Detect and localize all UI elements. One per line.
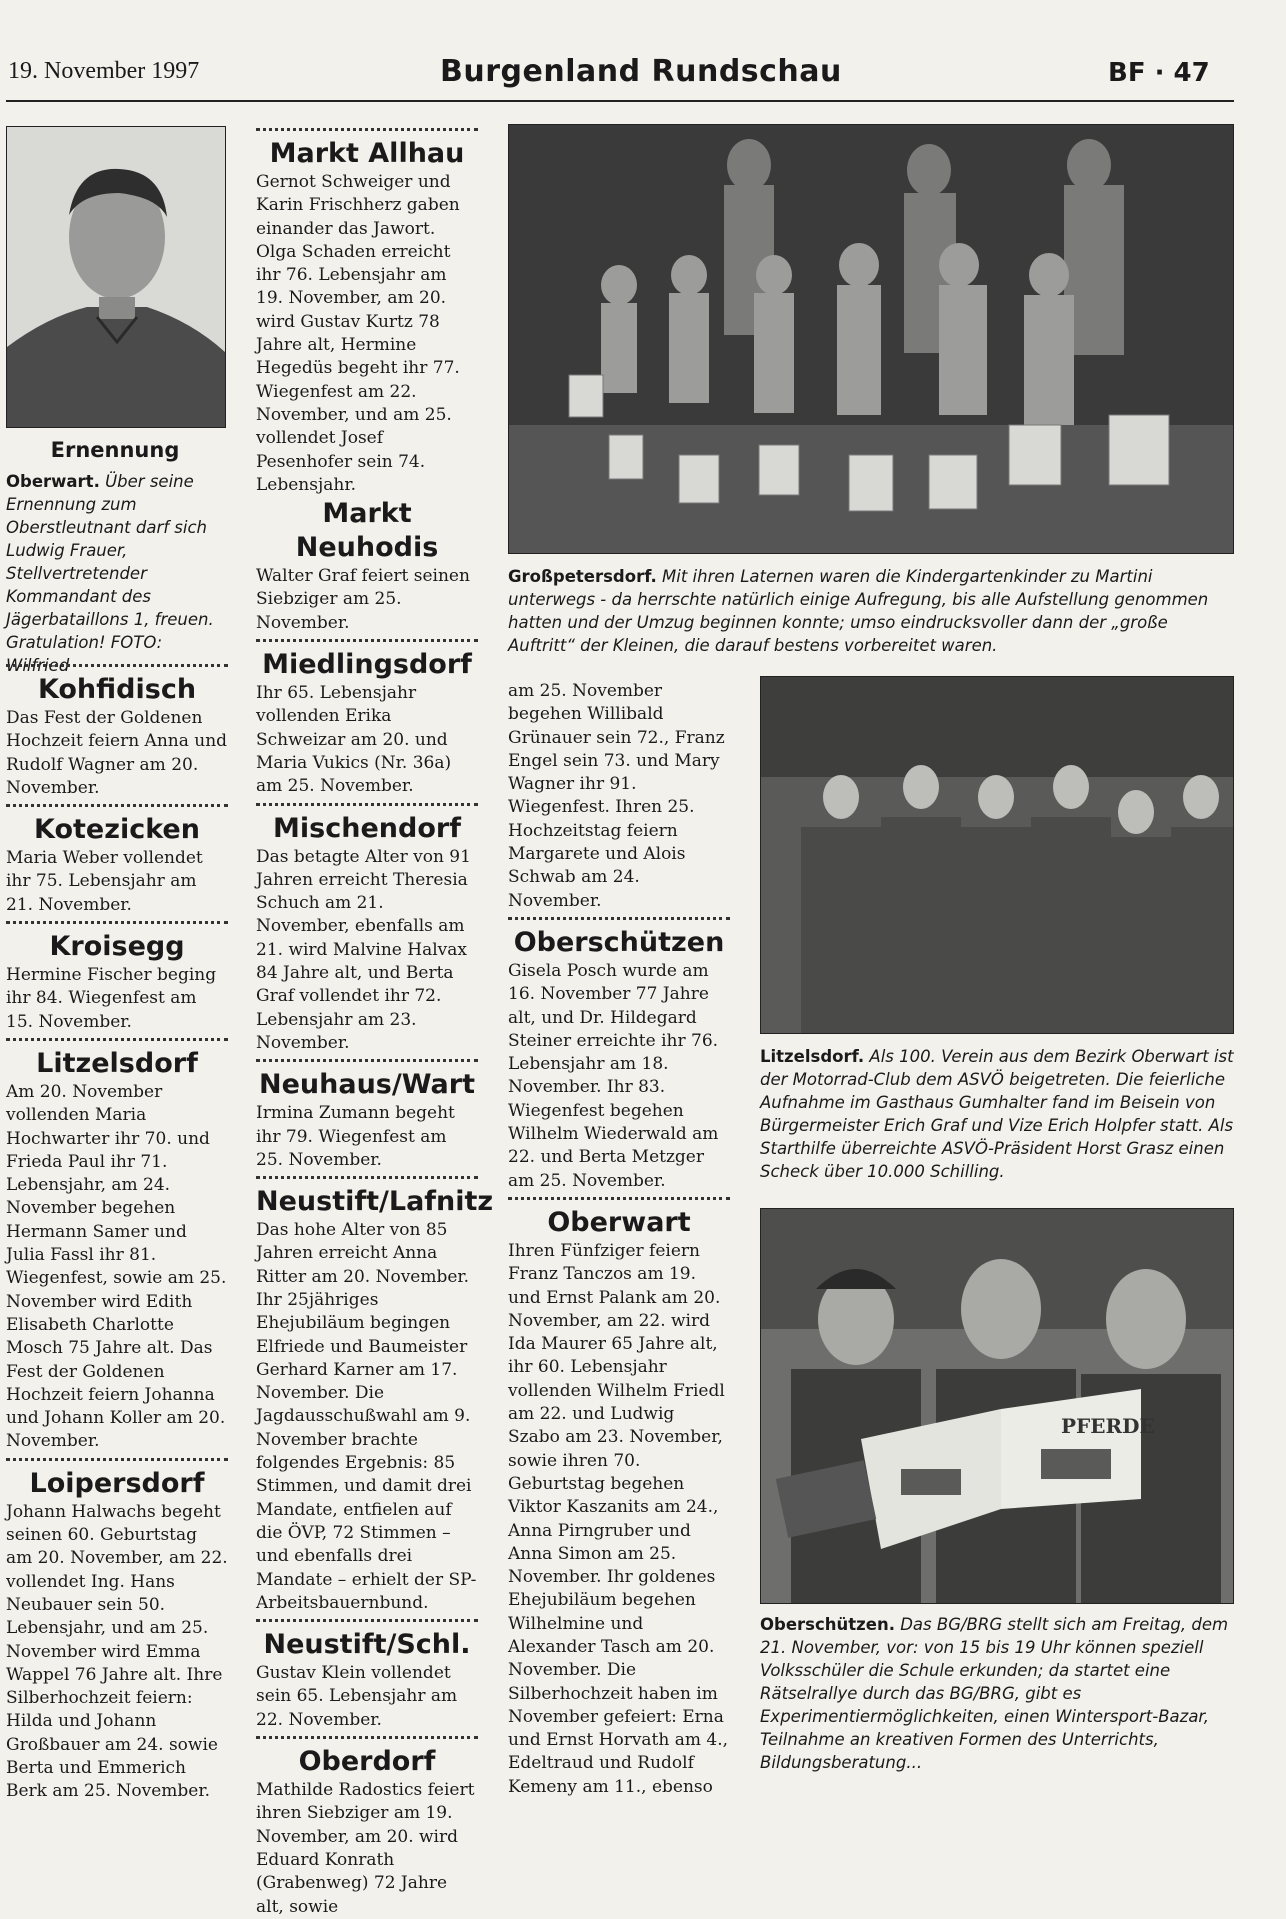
section-text: Johann Halwachs begeht seinen 60. Geburtstag am 20. November, am 22. vollendet Ing. Hans Neubauer sein 50. Lebensjahr, und am 25. November wird Emma Wappel 76 Jahre alt. Ihre Silberhochzeit feiern: Hilda und Johann Großbauer am 24. sowie Berta und Emmerich Berk am 25. November. xyxy=(6,1501,228,1802)
section-title: Mischendorf xyxy=(273,812,461,844)
portrait-caption-place: Oberwart. xyxy=(6,472,100,491)
dotted-divider xyxy=(6,664,228,667)
dotted-divider xyxy=(6,1458,228,1461)
section-title: Kroisegg xyxy=(49,931,185,963)
section-title: Markt Neuhodis xyxy=(295,498,439,564)
issue-date: 19. November 1997 xyxy=(8,58,200,84)
section-text: Ihr 65. Lebensjahr vollenden Erika Schweizar am 20. und Maria Vukics (Nr. 36a) am 25. November. xyxy=(256,683,452,797)
section-loipersdorf xyxy=(6,1458,228,1804)
portrait-illustration xyxy=(7,127,225,427)
section-title: Kotezicken xyxy=(34,814,200,846)
dotted-divider xyxy=(256,1736,478,1739)
section-miedlingsdorf xyxy=(256,639,478,798)
portrait-caption xyxy=(6,470,226,677)
portrait-caption-title: Ernennung xyxy=(50,438,180,462)
school-illustration xyxy=(761,1209,1233,1603)
section-title: Loipersdorf xyxy=(29,1467,205,1499)
section-text: Gisela Posch wurde am 16. November 77 Jahre alt, und Dr. Hildegard Steiner erreichte ihr 76. Lebensjahr am 18. November. Ihr 83. Wiegenfest begehen Wilhelm Wiederwald am 22. und Berta Metzger am 25. November. xyxy=(508,960,719,1191)
school-caption-place: Oberschützen. xyxy=(760,1615,895,1634)
dotted-divider xyxy=(6,1038,228,1041)
section-oberschuetzen xyxy=(508,917,730,1193)
section-kroisegg xyxy=(6,921,228,1034)
oberdorf-continued-text: am 25. November begehen Willibald Grünauer sein 72., Franz Engel sein 73. und Mary Wagner ihr 91. Wiegenfest. Ihren 25. Hochzeitstag feiern Margarete und Alois Schwab am 24. November. xyxy=(508,681,725,911)
section-oberwart xyxy=(508,1197,730,1799)
section-text: Ihren Fünfziger feiern Franz Tanczos am 19. und Ernst Palank am 20. November, am 22. wird Ida Maurer 65 Jahre alt, ihr 60. Lebensjahr vollenden Wilhelm Friedl am 22. und Ludwig Szabo am 23. November, sowie ihren 70. Geburtstag begehen Viktor Kaszanits am 24., Anna Pirngruber und Anna Simon am 25. November. Ihr goldenes Ehejubiläum begehen Wilhelmine und Alexander Tasch am 20. November. Die Silberhochzeit haben im November gefeiert: Erna und Ernst Horvath am 4., Edeltraud und Rudolf Kemeny am 11., ebenso xyxy=(508,1240,729,1797)
section-title: Litzelsdorf xyxy=(36,1047,198,1079)
section-neuhaus-wart xyxy=(256,1059,478,1172)
section-neustift-schl xyxy=(256,1619,478,1732)
header-rule xyxy=(6,100,1234,102)
section-text: Walter Graf feiert seinen Siebziger am 25. November. xyxy=(256,566,470,633)
section-text: Gustav Klein vollendet sein 65. Lebensjahr am 22. November. xyxy=(256,1663,458,1730)
school-caption xyxy=(760,1613,1236,1774)
section-kotezicken xyxy=(6,804,228,917)
section-text: Irmina Zumann begeht ihr 79. Wiegenfest am 25. November. xyxy=(256,1103,455,1170)
lantern-parade-photo xyxy=(508,124,1234,554)
dotted-divider xyxy=(508,1197,730,1200)
section-oberdorf xyxy=(256,1736,478,1919)
section-text: Gernot Schweiger und Karin Frischherz gaben einander das Jawort. Olga Schaden erreicht ihr 76. Lebensjahr am 19. November, am 20. wird Gustav Kurtz 78 Jahre alt, Hermine Hegedüs begeht ihr 77. Wiegenfest am 22. November, und am 25. vollendet Josef Pesenhofer sein 74. Lebensjahr. xyxy=(256,172,460,495)
dotted-divider xyxy=(256,128,478,131)
section-text: Hermine Fischer beging ihr 84. Wiegenfest am 15. November. xyxy=(6,965,217,1032)
motorclub-caption-place: Litzelsdorf. xyxy=(760,1047,865,1066)
section-kohfidisch xyxy=(6,664,228,800)
school-photo xyxy=(760,1208,1234,1604)
section-neustift-lafnitz xyxy=(256,1176,494,1615)
section-title: Oberdorf xyxy=(298,1746,436,1778)
section-title: Neuhaus/Wart xyxy=(259,1069,475,1101)
newspaper-title: Burgenland Rundschau xyxy=(440,54,842,89)
section-litzelsdorf xyxy=(6,1038,228,1454)
section-markt-neuhodis xyxy=(256,497,478,635)
dotted-divider xyxy=(508,917,730,920)
section-mischendorf xyxy=(256,803,478,1056)
dotted-divider xyxy=(256,639,478,642)
book-title: PFERDE xyxy=(1061,1414,1155,1438)
dotted-divider xyxy=(6,804,228,807)
motorclub-photo xyxy=(760,676,1234,1034)
motorclub-caption-text: Als 100. Verein aus dem Bezirk Oberwart ist der Motorrad-Club dem ASVÖ beigetreten. Die feierliche Aufnahme im Gasthaus Gumhalter fand im Beisein von Bürgermeister Erich Graf und Vize Erich Holpfer statt. Als Starthilfe überreichte ASVÖ-Präsident Horst Grasz einen Scheck über 10.000 Schilling. xyxy=(760,1047,1234,1181)
section-title: Neustift/Schl. xyxy=(263,1629,471,1661)
column-3 xyxy=(508,680,730,1799)
section-title: Neustift/Lafnitz xyxy=(256,1186,494,1218)
section-title: Oberwart xyxy=(547,1206,691,1238)
dotted-divider xyxy=(256,1619,478,1622)
dotted-divider xyxy=(256,1176,478,1179)
section-text: Mathilde Radostics feiert ihren Siebziger am 19. November, am 20. wird Eduard Konrath (Grabenweg) 72 Jahre alt, sowie xyxy=(256,1780,475,1917)
column-1 xyxy=(6,660,228,1804)
section-title: Oberschützen xyxy=(513,926,725,958)
lantern-parade-illustration xyxy=(509,125,1233,553)
section-title: Kohfidisch xyxy=(37,674,197,705)
portrait-photo xyxy=(6,126,226,428)
column-2 xyxy=(256,124,494,1919)
lantern-parade-caption xyxy=(508,565,1236,657)
section-text: Das betagte Alter von 91 Jahren erreicht Theresia Schuch am 21. November, ebenfalls am 21. wird Malvine Halvax 84 Jahre alt, und Berta Graf vollendet ihr 72. Lebensjahr am 23. November. xyxy=(256,846,471,1053)
section-title: Miedlingsdorf xyxy=(262,649,472,681)
dotted-divider xyxy=(6,921,228,924)
lantern-parade-caption-place: Großpetersdorf. xyxy=(508,567,657,586)
section-title: Markt Allhau xyxy=(269,138,465,169)
section-text: Am 20. November vollenden Maria Hochwarter ihr 70. und Frieda Paul ihr 71. Lebensjahr, am 24. November begehen Hermann Samer und Julia Fassl ihr 81. Wiegenfest, sowie am 25. November wird Edith Elisabeth Charlotte Mosch 75 Jahre alt. Das Fest der Goldenen Hochzeit feiern Johanna und Johann Koller am 20. November. xyxy=(6,1081,227,1452)
section-text: Das hohe Alter von 85 Jahren erreicht Anna Ritter am 20. November. Ihr 25jähriges Ehejubiläum begingen Elfriede und Baumeister Gerhard Karner am 17. November. Die Jagdausschußwahl am 9. November brachte folgendes Ergebnis: 85 Stimmen, und damit drei Mandate, entfielen auf die ÖVP, 72 Stimmen – und ebenfalls drei Mandate – erhielt der SP-Arbeitsbauernbund. xyxy=(256,1220,477,1613)
motorclub-caption xyxy=(760,1045,1236,1183)
motorclub-illustration xyxy=(761,677,1233,1033)
page-number: BF · 47 xyxy=(1108,58,1210,88)
portrait-caption-text: Über seine Ernennung zum Oberstleutnant darf sich Ludwig Frauer, Stellvertretender Kommandant des Jägerbataillons 1, freuen. Gratulation! FOTO: Wilfried xyxy=(6,472,214,675)
section-markt-allhau xyxy=(256,128,478,497)
lantern-parade-caption-text: Mit ihren Laternen waren die Kindergartenkinder zu Martini unterwegs - da herrschte natürlich einige Aufregung, bis alle Aufstellung genommen hatten und der Umzug beginnen konnte; umso eindrucksvoller dann der „große Auftritt“ der Kleinen, die darauf bestens vorbereitet waren. xyxy=(508,567,1209,655)
dotted-divider xyxy=(256,1059,478,1062)
dotted-divider xyxy=(256,803,478,806)
school-caption-text: Das BG/BRG stellt sich am Freitag, dem 21. November, vor: von 15 bis 19 Uhr können speziell Volksschüler die Schule erkunden; da startet eine Rätselrallye durch das BG/BRG, gibt es Experimentiermöglichkeiten, einen Wintersport-Bazar, Teilnahme an kreativen Formen des Unterrichts, Bildungsberatung... xyxy=(760,1615,1229,1772)
section-text: Maria Weber vollendet ihr 75. Lebensjahr am 21. November. xyxy=(6,848,203,915)
section-text: Das Fest der Goldenen Hochzeit feiern Anna und Rudolf Wagner am 20. November. xyxy=(6,708,228,798)
